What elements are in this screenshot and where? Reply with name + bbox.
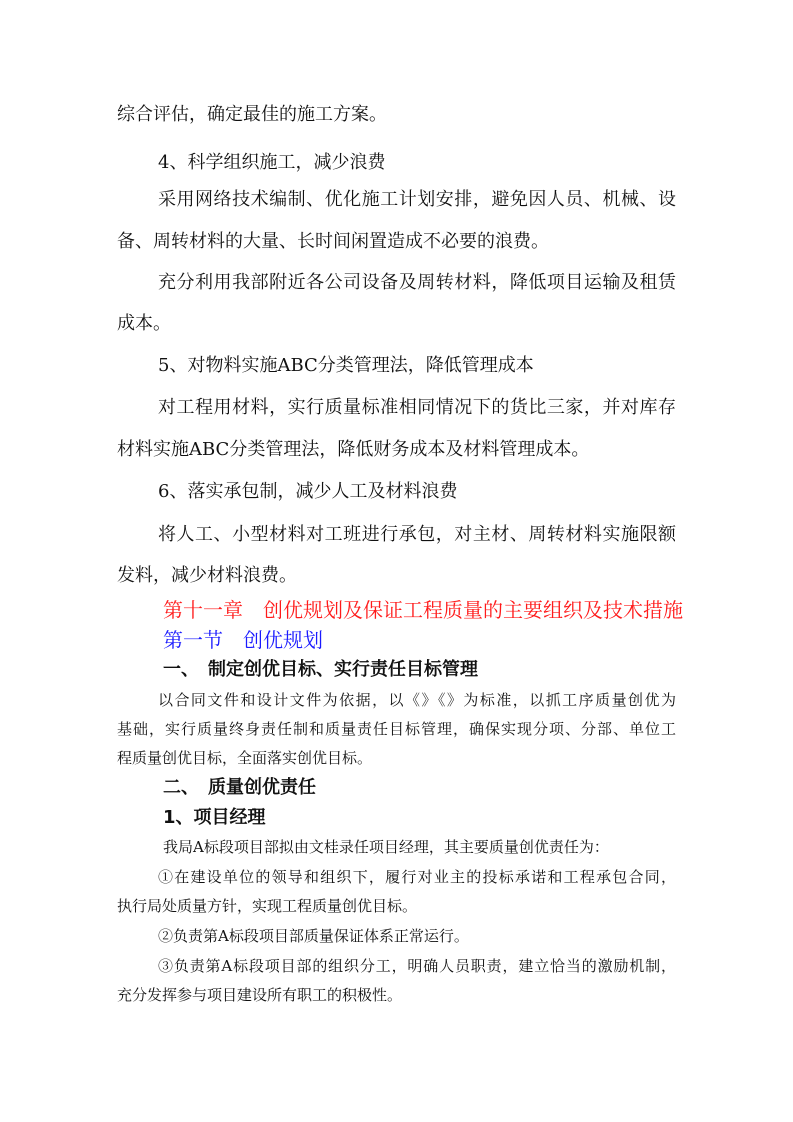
text-line: 对工程用材料，实行质量标准相同情况下的货比三家，并对库存 xyxy=(158,397,676,418)
text-line: 基础，实行质量终身责任制和质量责任目标管理，确保实现分项、分部、单位工 xyxy=(117,720,676,738)
subheading: 5、对物料实施ABC分类管理法，降低管理成本 xyxy=(158,355,534,376)
text-line: 充分利用我部附近各公司设备及周转材料，降低项目运输及租赁 xyxy=(158,272,676,293)
text-line: 以合同文件和设计文件为依据，以《》《》为标准，以抓工序质量创优为 xyxy=(158,691,676,709)
text-line: 将人工、小型材料对工班进行承包，对主材、周转材料实施限额 xyxy=(158,524,676,545)
heading-2: 二、 质量创优责任 xyxy=(163,777,316,798)
text-line: ②负责第A标段项目部质量保证体系正常运行。 xyxy=(158,927,469,945)
heading-1: 一、 制定创优目标、实行责任目标管理 xyxy=(163,659,478,680)
heading-3: 1、项目经理 xyxy=(163,807,266,828)
text-line: ①在建设单位的领导和组织下，履行对业主的投标承诺和工程承包合同， xyxy=(158,868,676,886)
text-line: 充分发挥参与项目建设所有职工的积极性。 xyxy=(117,986,403,1004)
text-line: 程质量创优目标，全面落实创优目标。 xyxy=(117,749,373,767)
text-line: 我局A标段项目部拟由文桂录任项目经理，其主要质量创优责任为： xyxy=(163,838,609,856)
text-line: 采用网络技术编制、优化施工计划安排，避免因人员、机械、设 xyxy=(158,189,676,210)
text-line: 综合评估，确定最佳的施工方案。 xyxy=(117,104,387,125)
subheading: 4、科学组织施工，减少浪费 xyxy=(158,152,386,173)
text-line: ③负责第A标段项目部的组织分工，明确人员职责，建立恰当的激励机制， xyxy=(158,957,676,975)
text-line: 执行局处质量方针，实现工程质量创优目标。 xyxy=(117,897,418,915)
subheading: 6、落实承包制，减少人工及材料浪费 xyxy=(158,481,458,502)
section-title: 第一节 创优规划 xyxy=(163,628,323,652)
text-line: 备、周转材料的大量、长时间闲置造成不必要的浪费。 xyxy=(117,231,549,252)
text-line: 材料实施ABC分类管理法，降低财务成本及材料管理成本。 xyxy=(117,439,590,460)
chapter-title: 第十一章 创优规划及保证工程质量的主要组织及技术措施 xyxy=(163,598,683,622)
text-line: 成本。 xyxy=(117,313,171,334)
text-line: 发料，减少材料浪费。 xyxy=(117,565,297,586)
